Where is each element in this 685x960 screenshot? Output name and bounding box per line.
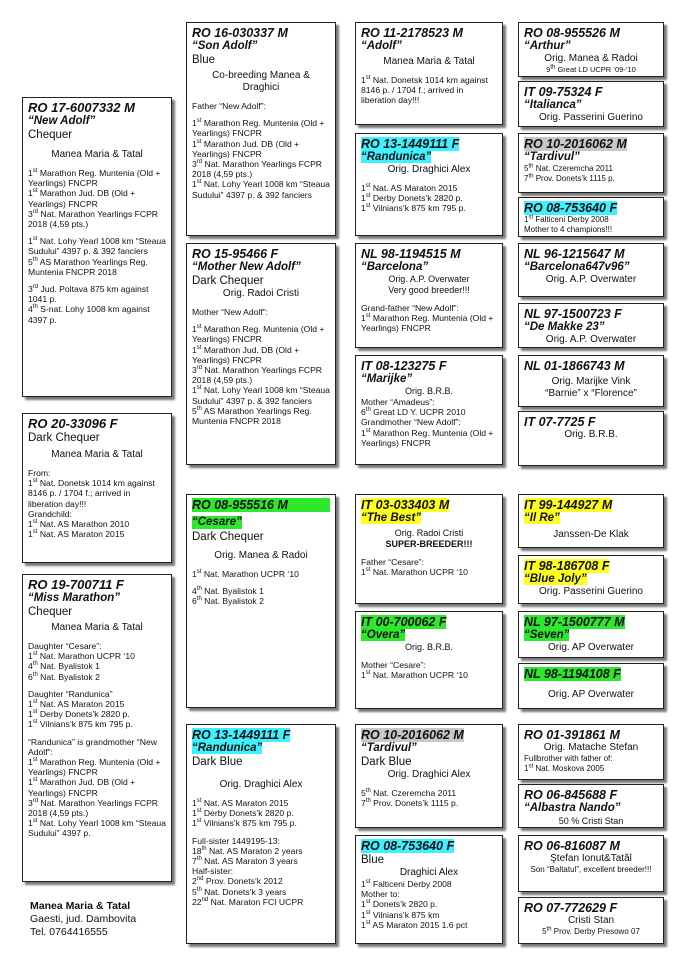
result-line: 1st Marathon Reg. Muntenia (Old + Yearlings) FNCPR <box>192 324 325 345</box>
result-line: 1st Nat. AS Maraton 2015 <box>28 529 125 540</box>
pigeon-results <box>192 798 330 907</box>
pigeon-name: “Cesare” <box>192 516 242 528</box>
pigeon-owner: Orig. Draghici Alex <box>219 779 303 790</box>
pigeon-note: Very good breeder!!! <box>388 285 470 295</box>
pigeon-name <box>524 629 658 642</box>
result-line: 9th Great LD UCPR ‘09-’10 <box>546 64 636 74</box>
pigeon-card-randunica-small <box>355 133 503 236</box>
result-line: 1st Nat. Donetsk 1014 km against 8146 p. / 1704 f.; arrived in liberation day!!! <box>361 75 488 106</box>
result-line: 22nd Nat. Maraton FCI UCPR <box>192 896 304 907</box>
result-line: “Randunica” is grandmother “New Adolf”: <box>28 736 157 757</box>
pigeon-owner: Orig. B.R.B. <box>564 429 618 440</box>
pigeon-results <box>524 215 658 234</box>
result-line: 4th Nat. Byalistok 1 <box>192 586 264 597</box>
pigeon-color: Chequer <box>28 129 73 141</box>
result-line: Father “New Adolf”: <box>192 101 267 111</box>
pigeon-name: “Marijke” <box>361 373 413 385</box>
result-line: 5th Nat. Czeremcha 2011 <box>361 788 457 798</box>
contact-place: Gaesti, jud. Dambovita <box>30 913 137 925</box>
pigeon-card-blue-joly <box>518 555 664 604</box>
result-line: 1st Nat. Lohy Yearl 1008 km “Steaua Sudului” 4397 p. & 392 fanciers <box>192 385 330 406</box>
pigeon-results <box>361 397 497 448</box>
pigeon-owner: Manea Maria & Tatal <box>51 622 143 633</box>
pigeon-name: “Son Adolf” <box>192 40 258 52</box>
ring-number <box>192 728 330 742</box>
result-line: Mother to 4 champions!!! <box>524 224 613 234</box>
pigeon-owner: Orig. Manea & Radoi <box>214 550 308 561</box>
result-line: 3rd Nat. Marathon Yearlings FCPR 2018 (4,59 pts.) <box>28 208 159 230</box>
pigeon-card-barcelona <box>355 243 503 348</box>
ring-number: RO 19-700711 F <box>28 577 124 592</box>
pigeon-name: “Arthur” <box>524 40 571 52</box>
contact-phone[interactable]: Tel. 0764416555 <box>30 926 108 938</box>
pigeon-results <box>28 641 166 839</box>
ring-number <box>524 498 658 512</box>
pigeon-card-ro20-33096 <box>22 413 172 563</box>
pigeon-results <box>192 569 330 607</box>
ring-highlight: IT 03-033403 M <box>361 498 450 512</box>
result-line: 1st Marathon Jud. DB (Old + Yearlings) FNCPR <box>192 344 300 365</box>
result-line: 1st Vilnians’k 875 km <box>361 909 440 920</box>
ring-highlight: NL 97-1500777 M <box>524 615 625 629</box>
result-line: 5th AS Marathon Yearlings Reg. Muntenia FNCPR 2018 <box>192 405 312 427</box>
result-line: Son “Baltatul”, excellent breeder!!! <box>530 865 652 874</box>
name-highlight: “Blue Joly” <box>524 573 587 585</box>
result-line: 1st Nat. AS Maraton 2015 <box>28 699 125 710</box>
pigeon-results <box>361 303 497 334</box>
ring-number: IT 09-75324 F <box>524 85 603 99</box>
pigeon-owner: Orig. Radoi Cristi <box>394 528 464 538</box>
result-line: 1st Nat. Donetsk 1014 km against 8146 p. / 1704 f.; arrived in liberation day!!! <box>28 478 155 509</box>
pigeon-owner: Orig. A.P. Overwater <box>388 274 470 284</box>
pigeon-color: Blue <box>192 54 216 66</box>
ring-highlight: RO 08-753640 F <box>361 839 455 853</box>
result-line: 1st Vilnians’k 875 km 795 p. <box>361 203 466 214</box>
pigeon-color: Dark Chequer <box>28 432 100 444</box>
pigeon-color: Blue <box>361 854 385 866</box>
pigeon-color: Dark Chequer <box>192 531 264 543</box>
pigeon-pedigree: “Barnie” x “Florence” <box>545 388 637 399</box>
result-line: 4th Nat. Byalistok 1 <box>28 661 100 672</box>
ring-highlight: RO 13-1449111 F <box>192 728 291 742</box>
result-line: Half-sister: <box>192 866 234 877</box>
pigeon-results <box>361 788 497 808</box>
result-line: 1st Marathon Reg. Muntenia (Old + Yearlings) FNCPR <box>361 427 494 448</box>
pigeon-results <box>524 164 658 184</box>
ring-number: RO 08-955526 M <box>524 26 620 40</box>
pigeon-results <box>524 754 658 773</box>
pigeon-name: “New Adolf” <box>28 115 96 127</box>
result-line: 2nd Prov. Donets’k 2012 <box>192 876 283 887</box>
ring-number: RO 07-772629 F <box>524 901 618 915</box>
pigeon-card-tardivul-small <box>518 133 664 193</box>
ring-number: NL 96-1215647 M <box>524 247 625 261</box>
ring-highlight: IT 98-186708 F <box>524 559 610 573</box>
ring-highlight: RO 13-1449111 F <box>361 137 460 151</box>
result-line: 1st Vilnians’k 875 km 795 p. <box>192 818 297 829</box>
result-line: 1st Marathon Reg. Muntenia (Old + Yearlings) FNCPR <box>28 168 161 189</box>
pigeon-name: “Tardivul” <box>524 151 580 163</box>
pigeon-name <box>361 151 497 164</box>
pigeon-card-marijke <box>355 355 503 465</box>
result-line: 1st Marathon Reg. Muntenia (Old + Yearlings) FNCPR <box>192 118 325 139</box>
ring-number <box>524 559 658 573</box>
ring-number: NL 97-1500723 F <box>524 307 622 321</box>
result-line: 1st Marathon Jud. DB (Old + Yearlings) FNCPR <box>28 777 136 798</box>
pigeon-owner: Orig. B.R.B. <box>404 642 453 652</box>
pigeon-results <box>28 468 166 539</box>
result-line: 5th Nat. Czeremcha 2011 <box>524 163 613 173</box>
pigeon-card-italianca <box>518 81 664 127</box>
contact-block <box>30 900 136 939</box>
ring-highlight: RO 08-753640 F <box>524 201 618 215</box>
pigeon-owner: Co-breeding Manea & Draghici <box>212 70 310 93</box>
pigeon-owner: Janssen-De Klak <box>553 529 629 540</box>
pigeon-name: “Barcelona647v96” <box>524 261 630 273</box>
result-line: Mother “Amadeus”: <box>361 397 435 407</box>
result-line: 1st Marathon Reg. Muntenia (Old + Yearlings) FNCPR <box>28 757 161 778</box>
pigeon-name: “Adolf” <box>361 40 402 52</box>
result-line: 1st AS Maraton 2015 1.6 pct <box>361 919 468 930</box>
pigeon-card-new-adolf <box>22 97 172 397</box>
result-line: Daughter “Randunica” <box>28 688 113 699</box>
result-line: 1st Nat. Lohy Yearl 1008 km “Steaua Sudului” 4397 p. & 392 fanciers <box>192 179 330 200</box>
ring-number <box>361 137 497 151</box>
ring-number: RO 17-6007332 M <box>28 100 135 115</box>
result-line: 6th Nat. Byalistok 2 <box>28 671 100 682</box>
ring-number: IT 08-123275 F <box>361 359 447 373</box>
pigeon-name <box>524 512 658 525</box>
ring-number: NL 01-1866743 M <box>524 359 625 373</box>
result-line: 4th S-nat. Lohy 1008 km against 4397 p. <box>28 304 150 325</box>
result-line: 6th Nat. Byalistok 2 <box>192 596 264 607</box>
pigeon-card-ro07 <box>518 897 664 944</box>
pigeon-note: SUPER-BREEDER!!! <box>385 539 473 549</box>
ring-highlight: RO 10-2016062 M <box>361 728 464 742</box>
result-line: 1st Nat. Marathon UCPR ‘10 <box>28 651 135 662</box>
ring-number: RO 01-391861 M <box>524 728 620 742</box>
pigeon-name: “De Makke 23” <box>524 321 605 333</box>
name-highlight: “Seven” <box>524 629 570 641</box>
ring-number: NL 98-1194515 M <box>361 247 461 261</box>
pigeon-card-ro08-753640 <box>355 835 503 944</box>
result-line: 1st Falticeni Derby 2008 <box>524 214 609 224</box>
pigeon-owner: Ştefan Ionut&Tatăl <box>550 853 632 864</box>
name-highlight: “The Best” <box>361 512 422 524</box>
pigeon-card-overa <box>355 611 503 709</box>
result-line: From: <box>28 468 51 478</box>
name-highlight: “Randunica” <box>361 151 432 163</box>
ring-number: IT 07-7725 F <box>524 415 596 429</box>
ring-number: RO 06-816087 M <box>524 839 620 853</box>
pigeon-color: Dark Blue <box>192 756 243 768</box>
result-line: 1st Nat. AS Maraton 2015 <box>192 798 289 808</box>
pigeon-name: “Miss Marathon” <box>28 592 121 604</box>
result-line: Father “Cesare”: <box>361 557 425 567</box>
ring-number <box>524 615 658 629</box>
pigeon-owner: Orig. Radoi Cristi <box>222 288 300 299</box>
result-line: 1st Derby Donets’k 2820 p. <box>192 808 294 819</box>
result-line: 3rd Nat. Marathon Yearlings FCPR 2018 (4,59 pts.) <box>192 365 323 386</box>
pigeon-name: “Barcelona” <box>361 261 429 273</box>
pigeon-results <box>361 183 497 214</box>
pigeon-name: “Albastra Nando” <box>524 802 621 814</box>
name-highlight: “Il Re” <box>524 512 560 524</box>
pigeon-card-il-re <box>518 494 664 548</box>
ring-number <box>361 498 497 512</box>
pigeon-card-seven <box>518 611 664 658</box>
pigeon-owner: Manea Maria & Tatal <box>51 149 143 160</box>
pigeon-card-ro01 <box>518 724 664 780</box>
result-line: 1st Derby Donets’k 2820 p. <box>361 193 463 204</box>
pigeon-results <box>361 660 497 680</box>
result-line: Mother “New Adolf”: <box>192 307 268 317</box>
pigeon-owner: Orig. A.P. Overwater <box>545 274 637 285</box>
result-line: Grand-father “New Adolf”: <box>361 303 459 313</box>
pigeon-card-ro08-753640-small <box>518 197 664 237</box>
pigeon-owner: Manea Maria & Tatal <box>383 56 475 67</box>
pigeon-owner: Orig. Passerini Guerino <box>539 586 643 597</box>
pigeon-card-albastra-nando <box>518 784 664 828</box>
result-line: Daughter “Cesare”: <box>28 641 102 651</box>
result-line: 1st Nat. AS Marathon 2010 <box>28 519 130 530</box>
ring-number <box>524 667 658 681</box>
pigeon-card-randunica <box>186 724 336 944</box>
pigeon-name <box>192 742 330 755</box>
ring-number: RO 06-845688 F <box>524 788 618 802</box>
result-line: 1st Derby Donets’k 2820 p. <box>28 709 130 720</box>
contact-name: Manea Maria & Tatal <box>30 900 131 912</box>
result-line: 1st Nat. Lohy Yearl 1008 km “Steaua Sudului” 4397 p. <box>28 818 166 839</box>
pigeon-name <box>524 573 658 586</box>
ring-number: RO 15-95466 F <box>192 247 279 261</box>
result-line: 7th Prov. Donets’k 1115 p. <box>361 798 459 809</box>
result-line: 1st Marathon Reg. Muntenia (Old + Yearlings) FNCPR <box>361 313 494 334</box>
result-line: 5th AS Marathon Yearlings Reg. Muntenia FNCPR 2018 <box>28 256 148 277</box>
pigeon-results <box>361 879 497 930</box>
pigeon-color: Chequer <box>28 606 73 618</box>
ring-number: RO 16-030337 M <box>192 26 288 40</box>
pigeon-owner: Orig. Passerini Guerino <box>539 112 643 123</box>
result-line: Mother “Cesare”: <box>361 660 426 670</box>
pigeon-card-mother-new-adolf <box>186 243 336 465</box>
pigeon-owner: Orig. B.R.B. <box>404 386 453 396</box>
pigeon-owner: 50 % Cristi Stan <box>558 816 624 826</box>
result-line: 5th Prov. Derby Presowo 07 <box>542 926 640 936</box>
pigeon-owner: Orig. Draghici Alex <box>387 164 471 175</box>
pigeon-card-adolf <box>355 22 503 125</box>
pigeon-card-miss-marathon <box>22 574 172 882</box>
result-line: 1st Marathon Jud. DB (Old + Yearlings) FNCPR <box>192 138 300 159</box>
result-line: Grandmother “New Adolf”: <box>361 417 461 428</box>
pigeon-owner: Orig. Manea & Radoi <box>544 53 638 64</box>
result-line: 7th Nat. AS Maraton 3 years <box>192 856 298 867</box>
pigeon-color: Dark Blue <box>361 756 412 768</box>
pigeon-name: “Mother New Adolf” <box>192 261 301 273</box>
result-line: 3rd Jud. Poltava 875 km against 1041 p. <box>28 284 149 305</box>
result-line: 1st Nat. Marathon UCPR ‘10 <box>192 569 299 579</box>
pigeon-card-son-adolf <box>186 22 336 236</box>
pigeon-card-arthur <box>518 22 664 77</box>
pigeon-owner: Cristi Stan <box>567 915 615 926</box>
ring-number: RO 20-33096 F <box>28 416 118 431</box>
ring-number <box>524 201 658 215</box>
result-line: Mother to: <box>361 889 400 900</box>
result-line: Full-sister 1449195-13: <box>192 835 280 846</box>
result-line: Grandchild: <box>28 508 72 519</box>
result-line: 1st Marathon Jud. DB (Old + Yearlings) FNCPR <box>28 188 136 209</box>
result-line: 1st Donets’k 2820 p. <box>361 899 438 910</box>
name-highlight: “Randunica” <box>192 742 263 754</box>
pigeon-card-the-best <box>355 494 503 604</box>
result-line: Fullbrother with father of: <box>524 754 613 763</box>
pigeon-results <box>28 168 166 325</box>
ring-highlight: IT 00-700062 F <box>361 615 447 629</box>
result-line: 1st Nat. Marathon UCPR ‘10 <box>361 670 468 681</box>
pigeon-results <box>192 101 330 200</box>
result-line: 18th Nat. AS Maraton 2 years <box>192 845 303 856</box>
result-line: 7th Prov. Donets’k 1115 p. <box>524 173 615 184</box>
result-line: 1st Falticeni Derby 2008 <box>361 879 452 889</box>
pigeon-card-barcelona647 <box>518 243 664 297</box>
result-line: 1st Nat. Moskova 2005 <box>524 762 605 773</box>
pigeon-card-de-makke <box>518 303 664 348</box>
result-line: 1st Vilnians’k 875 km 795 p. <box>28 719 133 730</box>
name-highlight: “Overa” <box>361 629 406 641</box>
ring-number: RO 08-955516 M <box>192 498 330 512</box>
pigeon-owner: Orig. AP Overwater <box>548 689 634 700</box>
result-line: 1st Nat. Lohy Yearl 1008 km “Steaua Sudului” 4397 p. & 392 fanciers <box>28 236 166 257</box>
ring-number: RO 11-2178523 M <box>361 26 463 40</box>
pigeon-owner: Orig. Marijke Vink <box>551 376 631 387</box>
pigeon-card-nl01 <box>518 355 664 407</box>
result-line: 1st Nat. AS Maraton 2015 <box>361 183 458 193</box>
pigeon-owner: Draghici Alex <box>399 867 459 878</box>
pigeon-card-ro06-816 <box>518 835 664 892</box>
pigeon-card-tardivul <box>355 724 503 828</box>
ring-highlight: IT 99-144927 M <box>524 498 613 512</box>
result-line: 3rd Nat. Marathon Yearlings FCPR 2018 (4,59 pts.) <box>192 159 323 180</box>
ring-number <box>361 839 497 853</box>
result-line: 6th Great LD Y. UCPR 2010 <box>361 407 466 418</box>
result-line: 5th Nat. Donets’k 3 years <box>192 886 287 897</box>
pigeon-name: “Italianca” <box>524 99 582 111</box>
pigeon-owner: Orig. Draghici Alex <box>387 769 471 780</box>
ring-number <box>361 728 497 742</box>
ring-number <box>524 137 658 151</box>
pigeon-card-cesare <box>186 494 336 708</box>
pigeon-color: Dark Chequer <box>192 275 264 287</box>
pigeon-owner: Orig. A.P. Overwater <box>545 334 637 345</box>
pigeon-name: “Tardivul” <box>361 742 417 754</box>
pigeon-results <box>361 557 497 577</box>
pigeon-owner: Orig. AP Overwater <box>548 642 634 653</box>
result-line: 1st Nat. Marathon UCPR ‘10 <box>361 567 468 578</box>
ring-highlight: RO 10-2016062 M <box>524 137 627 151</box>
ring-number <box>361 615 497 629</box>
pigeon-name <box>361 512 497 525</box>
ring-highlight: NL 98-1194108 F <box>524 667 621 681</box>
pigeon-owner: Orig. Matache Stefan <box>543 742 639 753</box>
pigeon-name <box>361 629 497 642</box>
result-line: 3rd Nat. Marathon Yearlings FCPR 2018 (4,59 pts.) <box>28 797 159 819</box>
pigeon-owner: Manea Maria & Tatal <box>51 449 143 460</box>
pigeon-card-it07 <box>518 411 664 466</box>
pigeon-results <box>192 307 330 426</box>
pigeon-card-nl98-108 <box>518 663 664 709</box>
